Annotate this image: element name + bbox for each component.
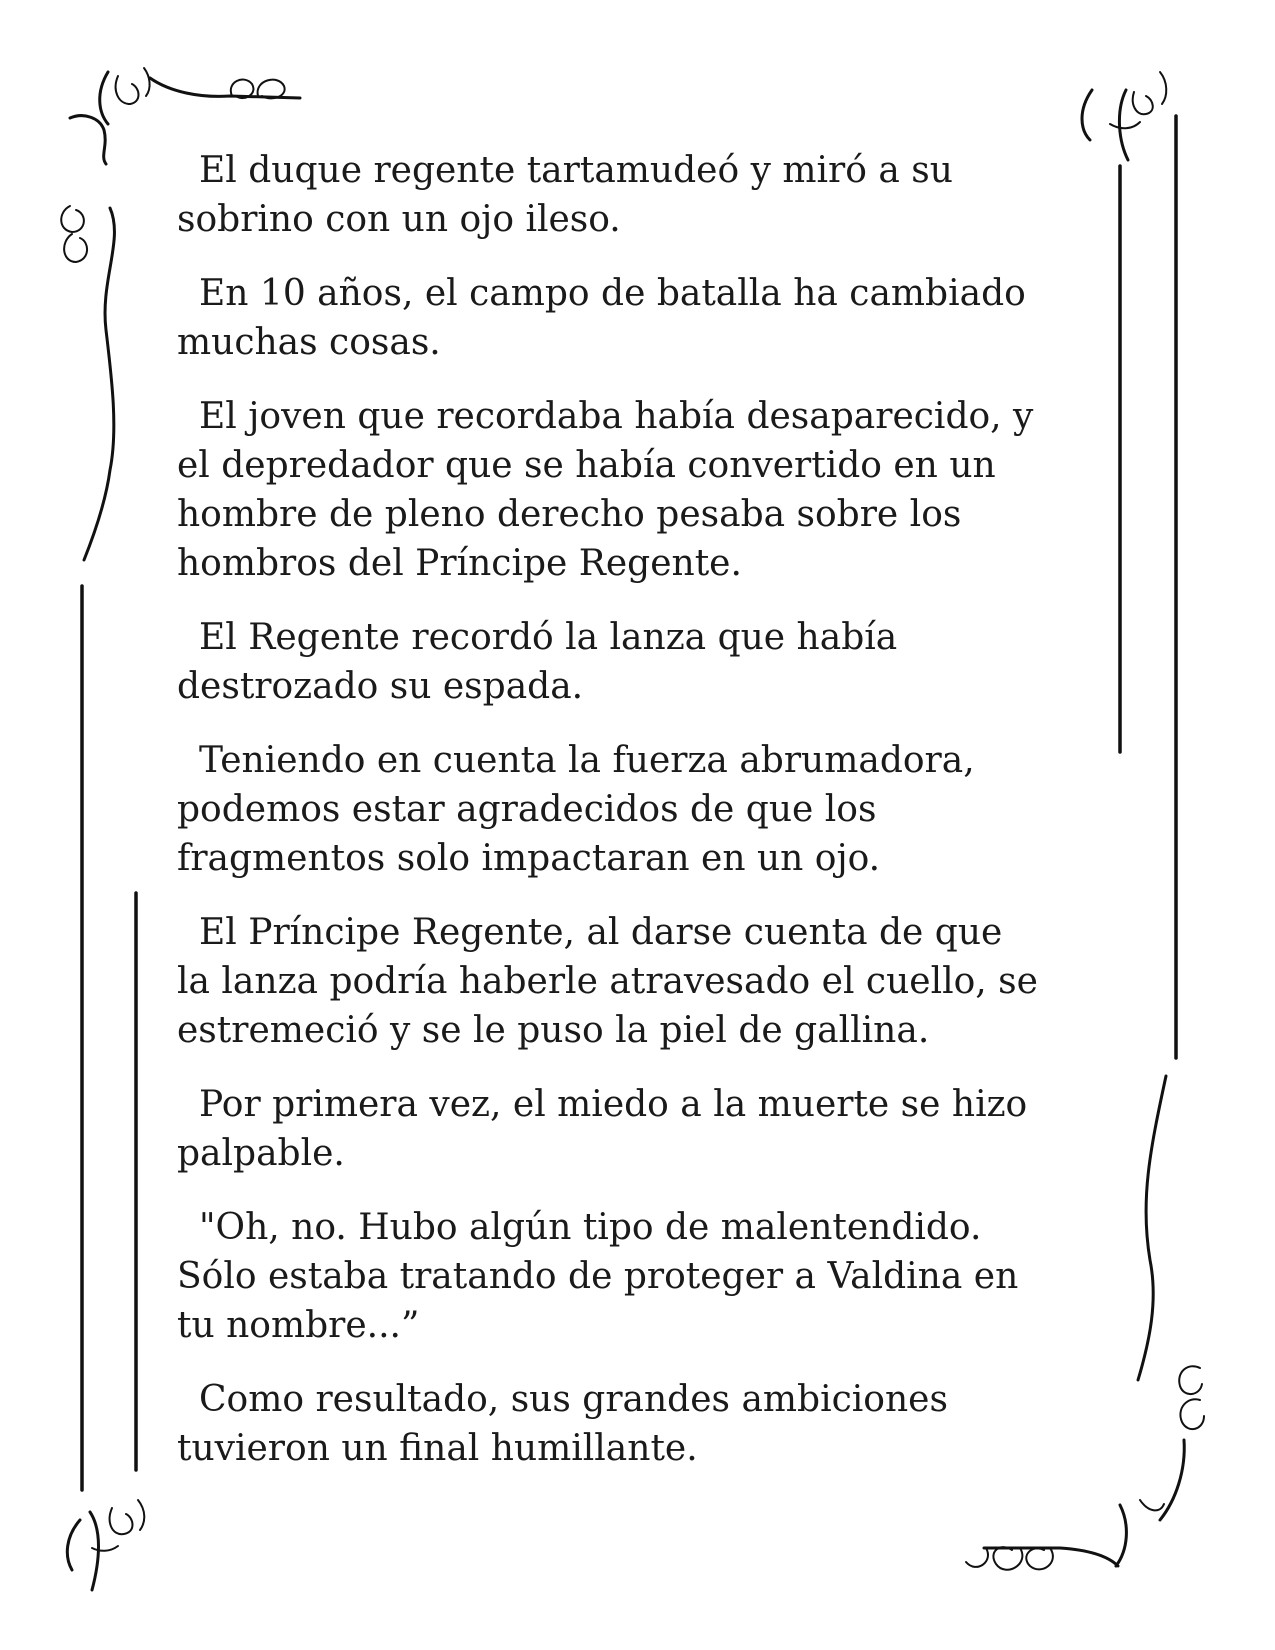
paragraph-8 [177,1203,1097,1350]
text-line: hombre de pleno derecho pesaba sobre los [177,494,962,535]
text-line: palpable. [177,1133,345,1174]
paragraph-4 [177,613,1097,711]
paragraph-6 [177,908,1097,1055]
body-text [177,146,1097,1498]
text-line: hombros del Príncipe Regente. [177,543,742,584]
text-line: fragmentos solo impactaran en un ojo. [177,838,881,879]
text-line: estremeció y se le puso la piel de gallina. [177,1010,930,1051]
text-line: El Príncipe Regente, al darse cuenta de que [199,912,1003,953]
text-line: En 10 años, el campo de batalla ha cambiado [199,273,1026,314]
text-line: "Oh, no. Hubo algún tipo de malentendido. [199,1207,982,1248]
paragraph-1 [177,146,1097,244]
text-line: sobrino con un ojo ileso. [177,199,621,240]
paragraph-3 [177,392,1097,588]
text-line: la lanza podría haberle atravesado el cuello, se [177,961,1038,1002]
text-line: tu nombre...” [177,1305,420,1346]
paragraph-7 [177,1080,1097,1178]
text-line: El Regente recordó la lanza que había [199,617,898,658]
paragraph-5 [177,736,1097,883]
text-line: Teniendo en cuenta la fuerza abrumadora, [199,740,975,781]
text-line: Sólo estaba tratando de proteger a Valdina en [177,1256,1019,1297]
text-line: destrozado su espada. [177,666,584,707]
paragraph-2 [177,269,1097,367]
text-line: Por primera vez, el miedo a la muerte se hizo [199,1084,1028,1125]
text-line: El joven que recordaba había desaparecido, y [199,396,1034,437]
text-line: El duque regente tartamudeó y miró a su [199,150,953,191]
text-line: tuvieron un final humillante. [177,1428,698,1469]
text-line: Como resultado, sus grandes ambiciones [199,1379,948,1420]
text-line: podemos estar agradecidos de que los [177,789,877,830]
bottom-left-flourish-ornament [67,1500,144,1590]
text-line: muchas cosas. [177,322,441,363]
paragraph-9 [177,1375,1097,1473]
text-line: el depredador que se había convertido en un [177,445,996,486]
